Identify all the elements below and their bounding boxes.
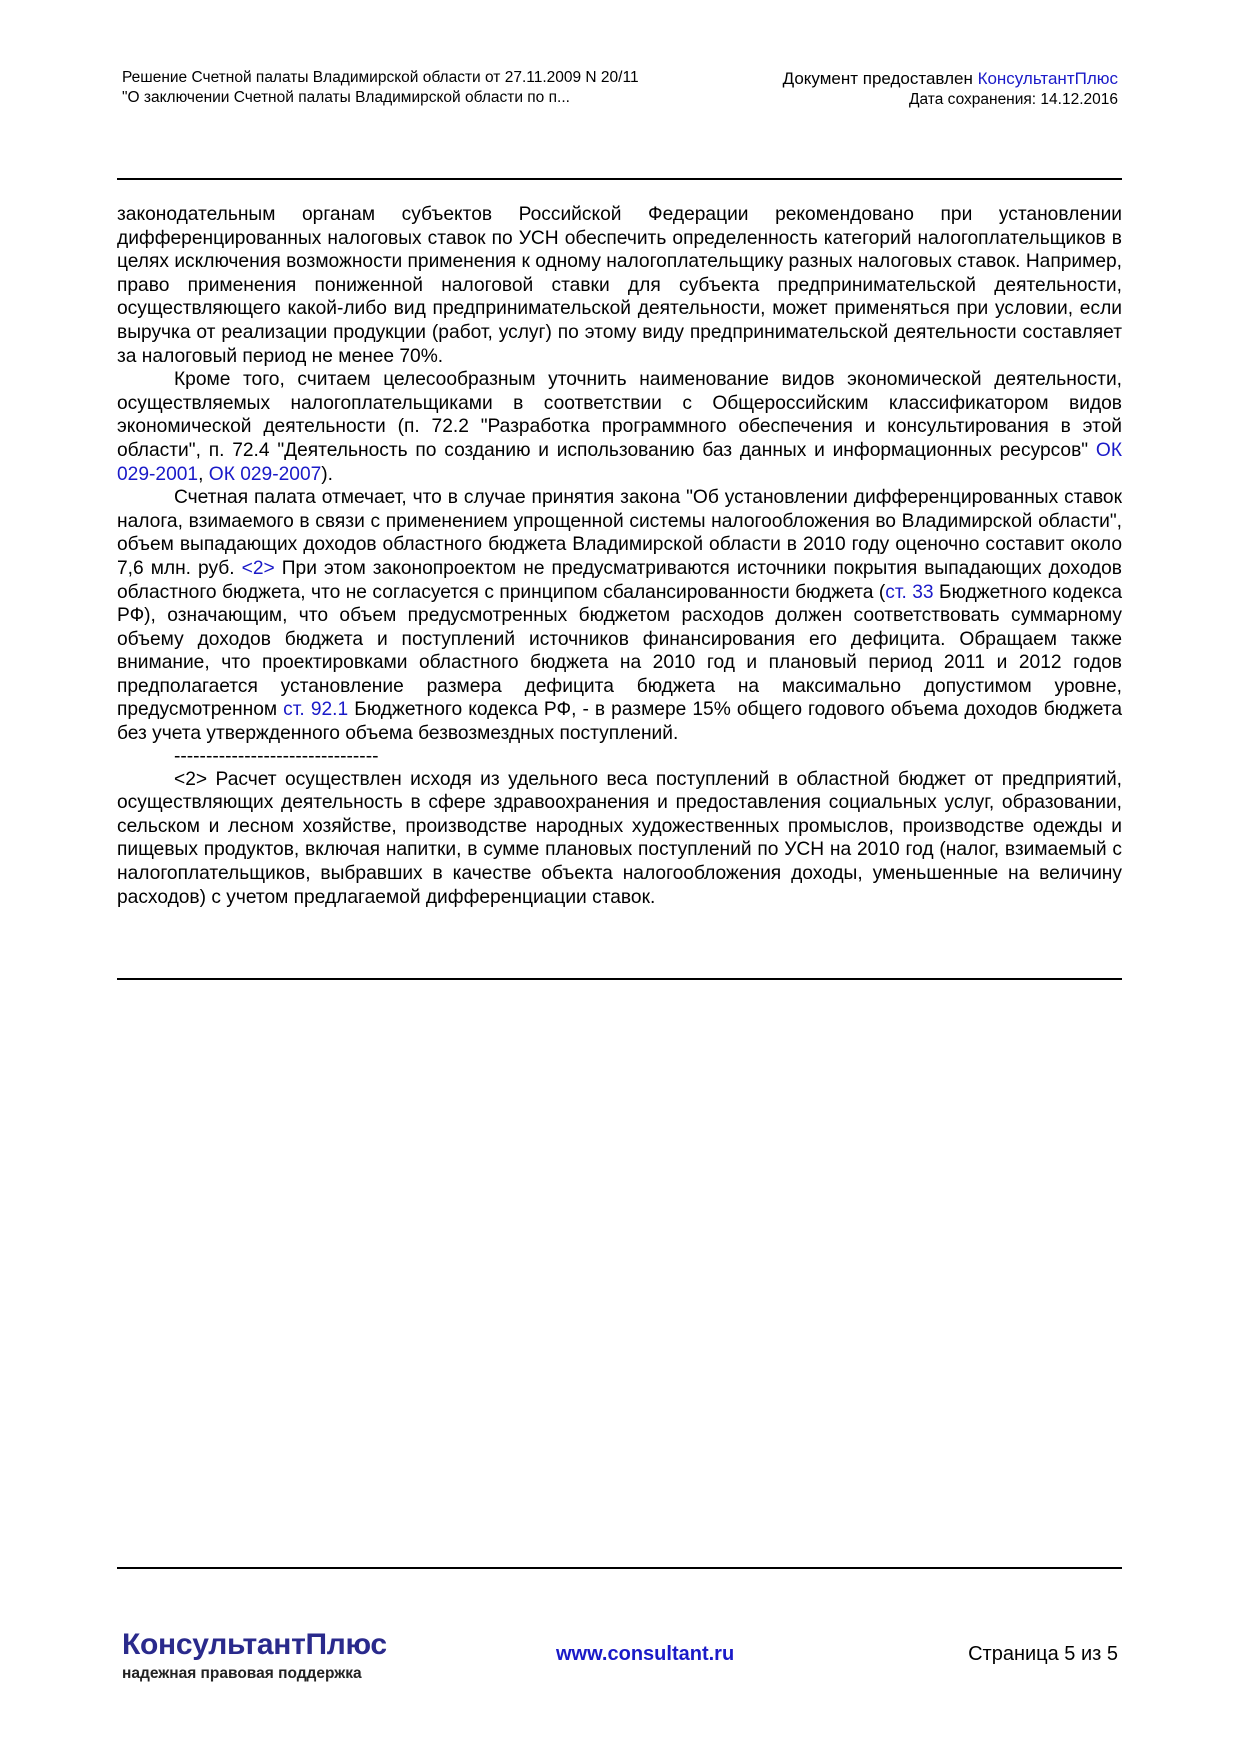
paragraph-2: Кроме того, считаем целесообразным уточнить наименование видов экономической деятельности, осуществляемых налогоплательщиками в соответствии с Общероссийским классификатором видов экономической деятельности (п. 72.2 "Разработка программного обеспечения и консультирования в этой области", п. 72.4 "Деятельность по созданию и использованию баз данных и информационных ресурсов" ОК 029-2001, ОК 029-2007). (117, 369, 1122, 485)
logo-tagline: надежная правовая поддержка (122, 1665, 362, 1682)
consultant-link[interactable]: КонсультантПлюс (977, 69, 1118, 88)
footnote-2: <2> Расчет осуществлен исходя из удельного веса поступлений в областной бюджет от предприятий, осуществляющих деятельность в сфере здравоохранения и предоставления социальных услуг, образовании, сельском и лесном хозяйстве, производстве народных художественных промыслов, производстве одежды и пищевых продуктов, включая напитки, в сумме плановых поступлений по УСН на 2010 год (налог, взимаемый с налогоплательщиков, выбравших в качестве объекта налогообложения доходы, уменьшенные на величину расходов) с учетом предлагаемой дифференциации ставок. (117, 768, 1122, 908)
page-number: Страница 5 из 5 (968, 1643, 1118, 1665)
ok-029-2001-link[interactable]: ОК 029-2001 (117, 439, 1122, 485)
footnote-separator: -------------------------------- (174, 745, 379, 767)
document-title-line-1: Решение Счетной палаты Владимирской области от 27.11.2009 N 20/11 (122, 69, 639, 86)
footer-divider (117, 1567, 1122, 1569)
header-divider (117, 178, 1122, 180)
consultant-logo (122, 1628, 387, 1684)
article-92-1-link[interactable]: ст. 92.1 (283, 699, 349, 721)
document-body (117, 203, 1122, 909)
content-end-divider (117, 978, 1122, 980)
save-date: Дата сохранения: 14.12.2016 (909, 91, 1118, 108)
logo-name: КонсультантПлюс (122, 1628, 387, 1661)
document-title (122, 68, 742, 108)
ok-029-2007-link[interactable]: ОК 029-2007 (208, 463, 322, 485)
provider-info (698, 68, 1118, 110)
website-link[interactable]: www.consultant.ru (556, 1643, 735, 1665)
article-33-link[interactable]: ст. 33 (885, 581, 934, 603)
paragraph-1: законодательным органам субъектов Российской Федерации рекомендовано при установлении дифференцированных налоговых ставок по УСН обеспечить определенность категорий налогоплательщиков в целях исключения возможности применения к одному налогоплательщику разных налоговых ставок. Например, право применения пониженной налоговой ставки для субъекта предпринимательской деятельности, осуществляющего какой-либо вид предпринимательской деятельности, может применяться при условии, если выручка от реализации продукции (работ, услуг) по этому виду предпринимательской деятельности составляет за налоговый период не менее 70%. (117, 204, 1122, 367)
paragraph-3: Счетная палата отмечает, что в случае принятия закона "Об установлении дифференцированных ставок налога, взимаемого в связи с применением упрощенной системы налогообложения во Владимирской области", объем выпадающих доходов областного бюджета Владимирской области в 2010 году оценочно составит около 7,6 млн. руб. <2> При этом законопроектом не предусматриваются источники покрытия выпадающих доходов областного бюджета, что не согласуется с принципом сбалансированности бюджета (ст. 33 Бюджетного кодекса РФ), означающим, что объем предусмотренных бюджетом расходов должен соответствовать суммарному объему доходов бюджета и поступлений источников финансирования его дефицита. Обращаем также внимание, что проектировками областного бюджета на 2010 год и плановый период 2011 и 2012 годов предполагается установление размера дефицита бюджета на максимально допустимом уровне, предусмотренном ст. 92.1 Бюджетного кодекса РФ, - в размере 15% общего годового объема доходов бюджета без учета утвержденного объема безвозмездных поступлений. (117, 487, 1122, 745)
provided-by-label: Документ предоставлен (782, 69, 978, 88)
footnote-2-link[interactable]: <2> (241, 557, 275, 579)
document-title-line-2: "О заключении Счетной палаты Владимирской области по п... (122, 89, 570, 106)
